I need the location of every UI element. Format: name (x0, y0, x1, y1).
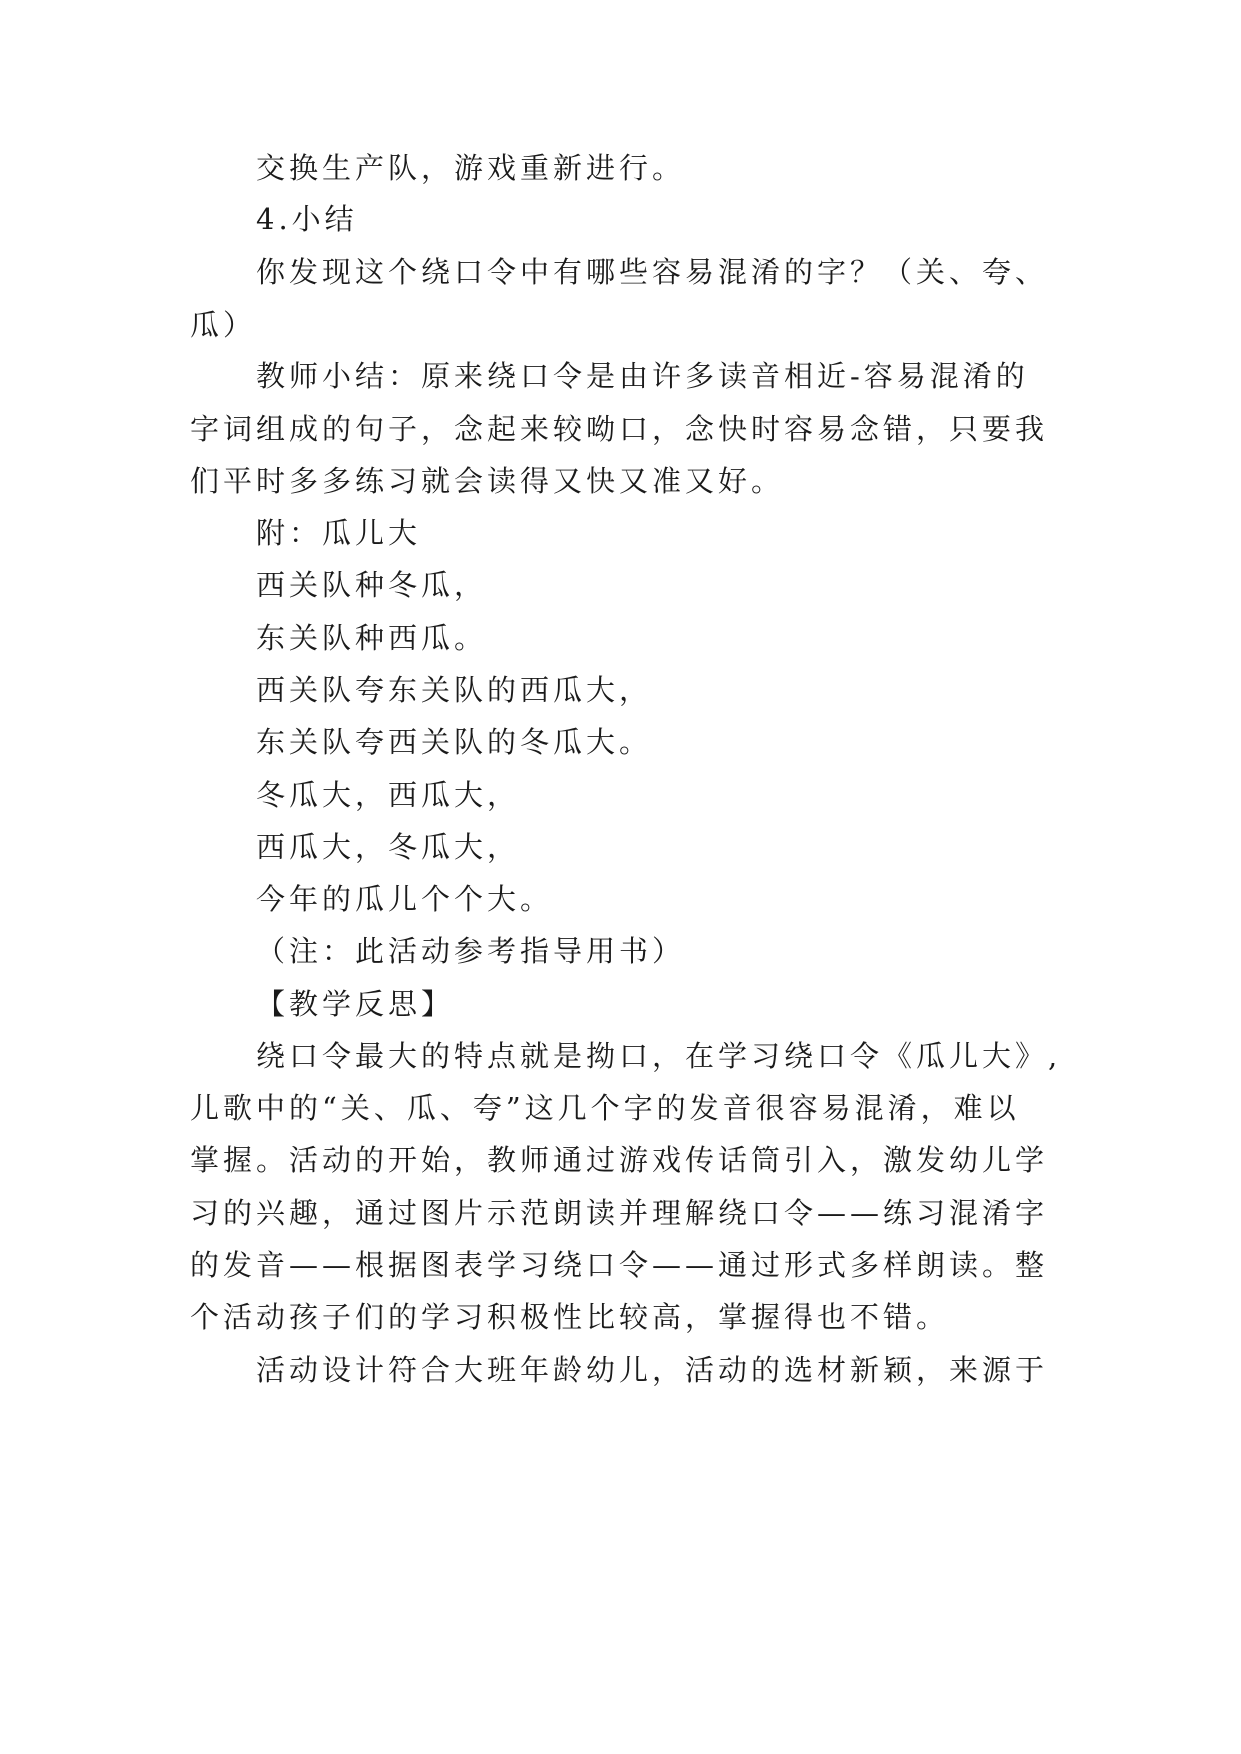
paragraph-line: 交换生产队，游戏重新进行。 (256, 151, 686, 185)
paragraph-line: 瓜） (190, 308, 257, 342)
poem-line: 东关队种西瓜。 (256, 621, 488, 655)
paragraph-line: 活动设计符合大班年龄幼儿，活动的选材新颖，来源于 (256, 1353, 1049, 1387)
poem-line: 西关队种冬瓜， (256, 568, 488, 602)
section-heading: 【教学反思】 (256, 987, 455, 1021)
paragraph-line: 儿歌中的“关、瓜、夸”这几个字的发音很容易混淆，难以 (190, 1091, 1020, 1125)
poem-line: 冬瓜大，西瓜大， (256, 778, 521, 812)
poem-line: 西关队夸东关队的西瓜大， (256, 673, 653, 707)
paragraph-line: 的发音——根据图表学习绕口令——通过形式多样朗读。整 (190, 1248, 1049, 1282)
poem-line: 今年的瓜儿个个大。 (256, 882, 554, 916)
note-line: （注：此活动参考指导用书） (256, 934, 686, 968)
paragraph-line: 字词组成的句子，念起来较呦口，念快时容易念错，只要我 (190, 412, 1049, 446)
paragraph-line: 教师小结：原来绕口令是由许多读音相近-容易混淆的 (256, 359, 1029, 393)
paragraph-line: 你发现这个绕口令中有哪些容易混淆的字？（关、夸、 (256, 255, 1049, 289)
paragraph-line: 习的兴趣，通过图片示范朗读并理解绕口令——练习混淆字 (190, 1196, 1049, 1230)
paragraph-line: 绕口令最大的特点就是拗口，在学习绕口令《瓜儿大》, (256, 1039, 1062, 1073)
paragraph-line: 掌握。活动的开始，教师通过游戏传话筒引入，激发幼儿学 (190, 1143, 1049, 1177)
paragraph-line: 们平时多多练习就会读得又快又准又好。 (190, 464, 785, 498)
paragraph-line: 个活动孩子们的学习积极性比较高，掌握得也不错。 (190, 1300, 950, 1334)
poem-line: 西瓜大，冬瓜大， (256, 830, 521, 864)
section-heading: 4.小结 (256, 202, 358, 236)
poem-title: 附：瓜儿大 (256, 516, 422, 550)
poem-line: 东关队夸西关队的冬瓜大。 (256, 725, 653, 759)
